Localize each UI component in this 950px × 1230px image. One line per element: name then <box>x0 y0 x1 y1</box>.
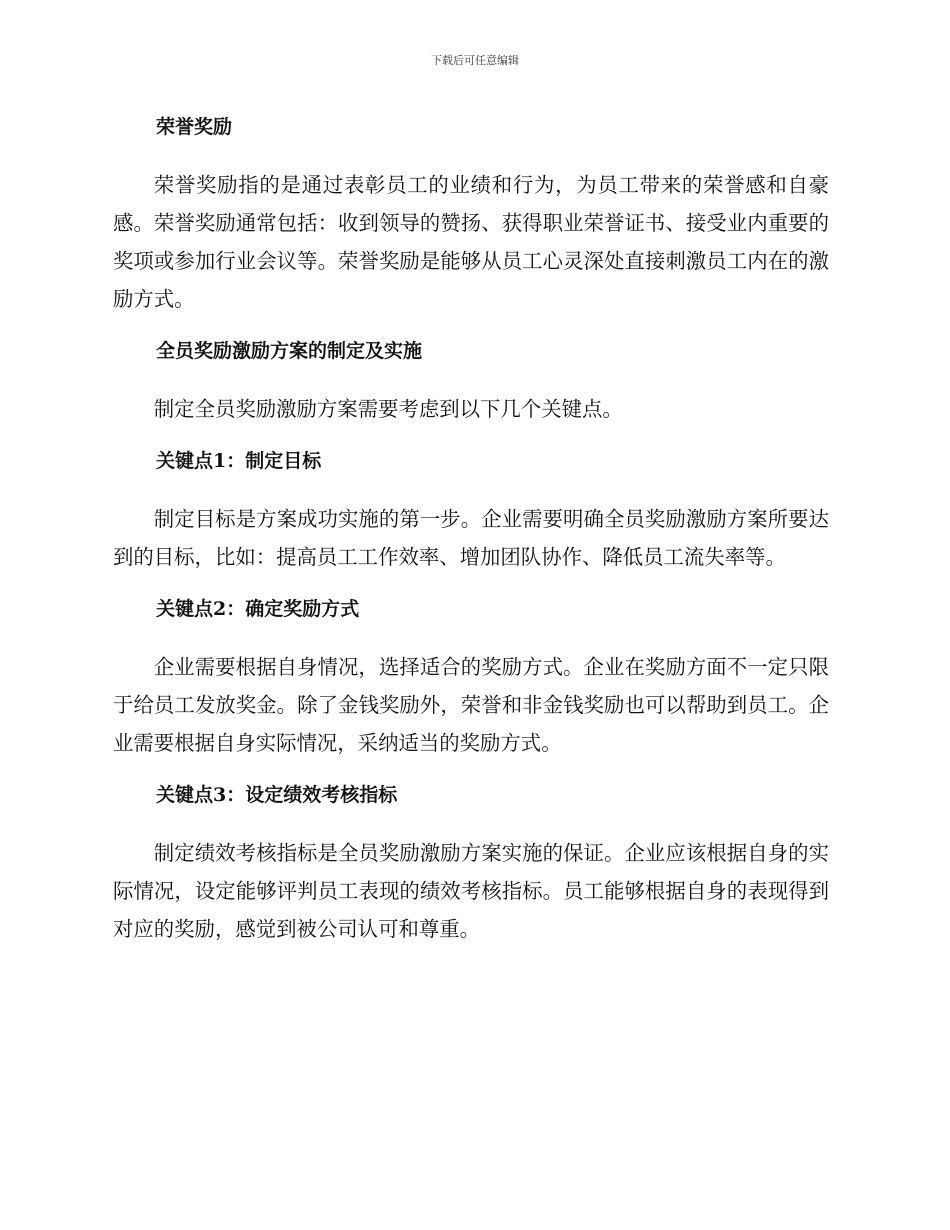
page-header: 下载后可任意编辑 <box>431 54 519 67</box>
document-body <box>113 112 829 948</box>
section-paragraph-key-point-2: 企业需要根据自身情况，选择适合的奖励方式。企业在奖励方面不一定只限于给员工发放奖金。除了金钱奖励外，荣誉和非金钱奖励也可以帮助到员工。企业需要根据自身实际情况，采纳适当的奖励方式。 <box>113 655 829 755</box>
section-heading-key-point-3: 关键点3：设定绩效考核指标 <box>156 784 398 806</box>
section-heading-key-point-2: 关键点2：确定奖励方式 <box>156 598 360 620</box>
section-paragraph-honor-reward: 荣誉奖励指的是通过表彰员工的业绩和行为，为员工带来的荣誉感和自豪感。荣誉奖励通常包括：收到领导的赞扬、获得职业荣誉证书、接受业内重要的奖项或参加行业会议等。荣誉奖励是能够从员工心灵深处直接刺激员工内在的激励方式。 <box>113 173 829 311</box>
section-paragraph-key-point-1: 制定目标是方案成功实施的第一步。企业需要明确全员奖励激励方案所要达到的目标，比如：提高员工工作效率、增加团队协作、降低员工流失率等。 <box>113 507 829 569</box>
section-paragraph-key-point-3: 制定绩效考核指标是全员奖励激励方案实施的保证。企业应该根据自身的实际情况，设定能够评判员工表现的绩效考核指标。员工能够根据自身的表现得到对应的奖励，感觉到被公司认可和尊重。 <box>113 841 829 941</box>
section-paragraph-plan-implementation: 制定全员奖励激励方案需要考虑到以下几个关键点。 <box>153 397 623 421</box>
section-heading-key-point-1: 关键点1：制定目标 <box>156 450 322 472</box>
section-heading-plan-implementation: 全员奖励激励方案的制定及实施 <box>156 340 423 362</box>
section-heading-honor-reward: 荣誉奖励 <box>156 116 233 138</box>
